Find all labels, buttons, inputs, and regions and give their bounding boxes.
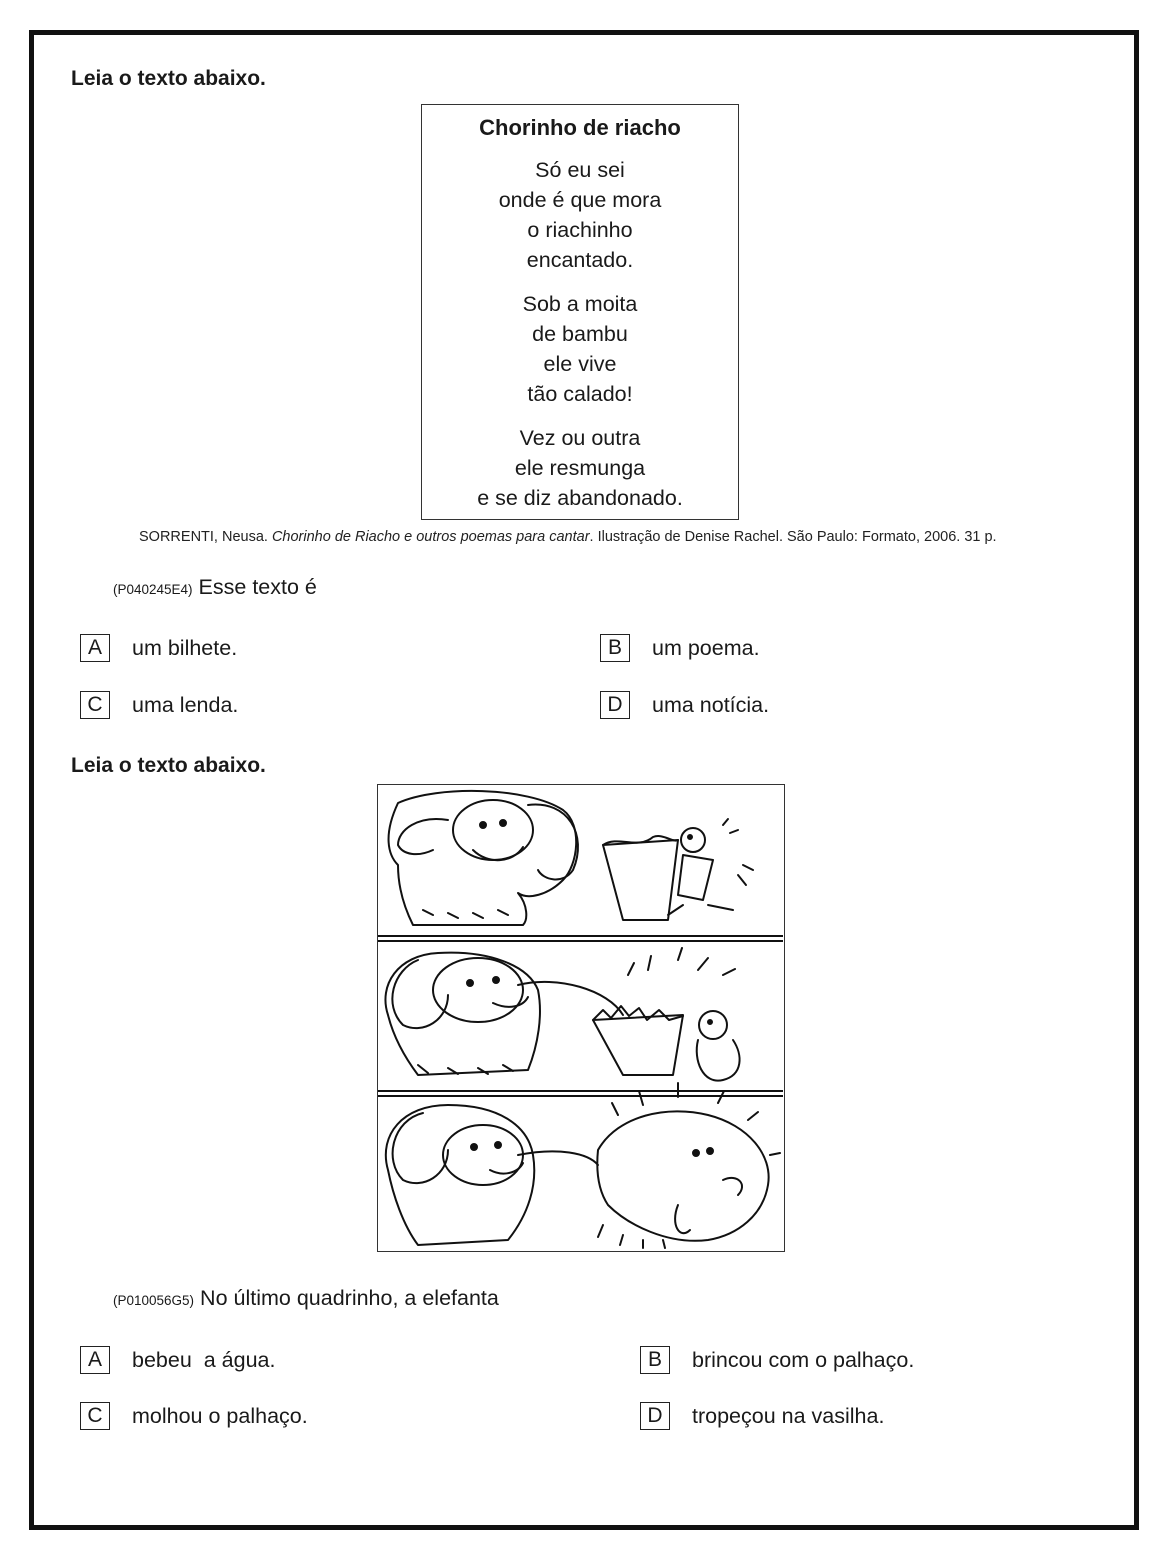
poem-line: ele vive bbox=[543, 352, 617, 376]
instruction-1: Leia o texto abaixo. bbox=[71, 67, 266, 90]
option-1d[interactable] bbox=[600, 691, 769, 719]
panel-1 bbox=[389, 791, 753, 925]
poem-line: de bambu bbox=[532, 322, 628, 346]
option-1b[interactable] bbox=[600, 634, 760, 662]
option-letter: C bbox=[80, 691, 110, 719]
poem-line: ele resmunga bbox=[514, 456, 646, 480]
stanza-2 bbox=[422, 289, 738, 409]
poem-line: e se diz abandonado. bbox=[477, 486, 683, 510]
poem-line: Sob a moita bbox=[522, 292, 638, 316]
option-letter: A bbox=[80, 1346, 110, 1374]
option-text: tropeçou na vasilha. bbox=[692, 1403, 885, 1428]
question-code: (P010056G5) bbox=[113, 1293, 195, 1308]
question-2 bbox=[113, 1286, 499, 1311]
option-letter: A bbox=[80, 634, 110, 662]
option-text: bebeu a água. bbox=[132, 1347, 276, 1372]
option-2b[interactable] bbox=[640, 1346, 914, 1374]
stanza-3 bbox=[422, 423, 738, 513]
question-text: No último quadrinho, a elefanta bbox=[200, 1286, 499, 1310]
poem-line: Vez ou outra bbox=[519, 426, 641, 450]
citation-rest: . Ilustração de Denise Rachel. São Paulo: Formato, 2006. 31 p. bbox=[589, 529, 997, 545]
option-letter: B bbox=[640, 1346, 670, 1374]
poem-line: tão calado! bbox=[527, 382, 633, 406]
poem-box bbox=[421, 104, 739, 520]
option-letter: D bbox=[600, 691, 630, 719]
option-text: um bilhete. bbox=[132, 635, 238, 660]
option-text: brincou com o palhaço. bbox=[692, 1347, 915, 1372]
option-2c[interactable] bbox=[80, 1402, 308, 1430]
citation-author: SORRENTI, Neusa. bbox=[139, 529, 272, 545]
option-letter: C bbox=[80, 1402, 110, 1430]
question-1 bbox=[113, 575, 317, 600]
poem-line: o riachinho bbox=[527, 218, 633, 242]
poem-line: Só eu sei bbox=[535, 158, 625, 182]
option-text: uma lenda. bbox=[132, 692, 239, 717]
option-text: uma notícia. bbox=[652, 692, 770, 717]
panel-3 bbox=[386, 1083, 780, 1248]
instruction-2: Leia o texto abaixo. bbox=[71, 754, 266, 777]
poem-title: Chorinho de riacho bbox=[479, 115, 681, 140]
question-text: Esse texto é bbox=[198, 575, 317, 599]
question-code: (P040245E4) bbox=[113, 582, 193, 597]
comic-strip bbox=[377, 784, 785, 1252]
stanza-1 bbox=[422, 155, 738, 275]
citation-work: Chorinho de Riacho e outros poemas para cantar bbox=[271, 529, 590, 545]
option-2a[interactable] bbox=[80, 1346, 275, 1374]
option-1c[interactable] bbox=[80, 691, 238, 719]
poem-line: encantado. bbox=[526, 248, 634, 272]
option-text: um poema. bbox=[652, 635, 760, 660]
poem-line: onde é que mora bbox=[498, 188, 662, 212]
option-letter: B bbox=[600, 634, 630, 662]
citation bbox=[139, 529, 997, 545]
comic-illustration bbox=[378, 785, 783, 1250]
option-1a[interactable] bbox=[80, 634, 237, 662]
panel-2 bbox=[385, 948, 739, 1081]
option-text: molhou o palhaço. bbox=[132, 1403, 308, 1428]
option-letter: D bbox=[640, 1402, 670, 1430]
option-2d[interactable] bbox=[640, 1402, 884, 1430]
